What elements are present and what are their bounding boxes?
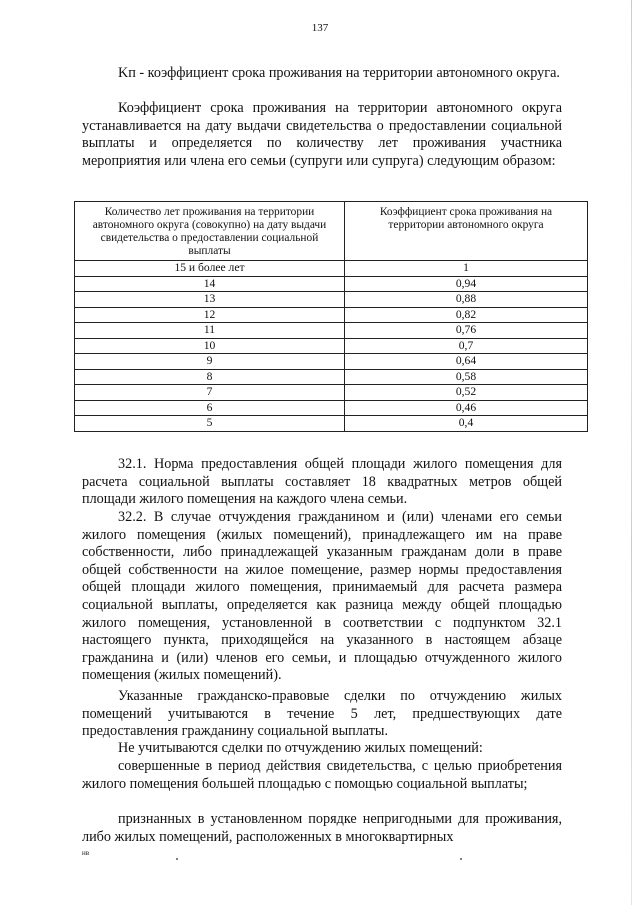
table-row xyxy=(75,385,588,401)
coefficient-definition: Kп - коэффициент срока проживания на территории автономного округа. xyxy=(118,65,560,81)
cell-coefficient: 0,4 xyxy=(345,416,588,432)
cell-coefficient: 0,46 xyxy=(345,400,588,416)
scan-speck xyxy=(460,858,462,860)
cell-coefficient: 0,58 xyxy=(345,369,588,385)
cell-coefficient: 1 xyxy=(345,261,588,277)
table-row xyxy=(75,416,588,432)
cell-coefficient: 0,88 xyxy=(345,292,588,308)
cell-coefficient: 0,64 xyxy=(345,354,588,370)
cell-coefficient: 0,94 xyxy=(345,276,588,292)
list-item-completed: совершенные в период действия свидетельства, с целью приобретения жилого помещения большей площадью с помощью социальной выплаты; xyxy=(82,758,562,792)
footer-mark: нв xyxy=(82,849,90,857)
table-row xyxy=(75,292,588,308)
table-row xyxy=(75,276,588,292)
cell-years: 12 xyxy=(75,307,345,323)
cell-coefficient: 0,52 xyxy=(345,385,588,401)
cell-years: 11 xyxy=(75,323,345,339)
table-row xyxy=(75,323,588,339)
table-row xyxy=(75,400,588,416)
cell-years: 5 xyxy=(75,416,345,432)
paragraph-not-counted: Не учитываются сделки по отчуждению жилых помещений: xyxy=(118,740,483,756)
table-row xyxy=(75,261,588,277)
table-row xyxy=(75,338,588,354)
header-coefficient: Коэффициент срока проживания на территории автономного округа xyxy=(345,202,588,261)
table-row xyxy=(75,369,588,385)
header-years: Количество лет проживания на территории автономного округа (совокупно) на дату выдачи свидетельства о предоставлении социальной выплаты xyxy=(75,202,345,261)
cell-coefficient: 0,76 xyxy=(345,323,588,339)
cell-coefficient: 0,7 xyxy=(345,338,588,354)
table-header-row xyxy=(75,202,588,261)
paragraph-32-2: 32.2. В случае отчуждения гражданином и (или) членами его семьи жилого помещения (жилых помещений), принадлежащего им на праве собственности, либо принадлежащей указанным гражданам доли в праве общей собственности на жилое помещение, размер нормы предоставления общей площади жилого помещения, принимаемый для расчета размера социальной выплаты, определяется как разница между общей площадью жилого помещения, установленной в соответствии с подпунктом 32.1 настоящего пункта, приходящейся на указанного в настоящем абзаце гражданина и (или) членов его семьи, и площадью отчужденного жилого помещения (жилых помещений). xyxy=(82,509,562,684)
coefficient-paragraph: Коэффициент срока проживания на территории автономного округа устанавливается на дату выдачи свидетельства о предоставлении социальной выплаты и определяется по количеству лет проживания участника мероприятия или члена его семьи (супруги или супруга) следующим образом: xyxy=(82,100,562,169)
page-number: 137 xyxy=(311,22,329,34)
cell-years: 9 xyxy=(75,354,345,370)
paragraph-deals: Указанные гражданско-правовые сделки по отчуждению жилых помещений учитываются в течение 5 лет, предшествующих дате предоставления гражданину социальной выплаты. xyxy=(82,688,562,740)
table-row xyxy=(75,354,588,370)
cell-years: 10 xyxy=(75,338,345,354)
cell-years: 8 xyxy=(75,369,345,385)
coefficient-table xyxy=(74,201,588,432)
paragraph-32-1: 32.1. Норма предоставления общей площади жилого помещения для расчета социальной выплаты составляет 18 квадратных метров общей площади жилого помещения на каждого члена семьи. xyxy=(82,456,562,508)
scan-edge-line xyxy=(631,0,632,905)
cell-years: 15 и более лет xyxy=(75,261,345,277)
table-row xyxy=(75,307,588,323)
cell-years: 7 xyxy=(75,385,345,401)
cell-coefficient: 0,82 xyxy=(345,307,588,323)
cell-years: 6 xyxy=(75,400,345,416)
scan-speck xyxy=(176,858,178,860)
cell-years: 13 xyxy=(75,292,345,308)
cell-years: 14 xyxy=(75,276,345,292)
list-item-recognized: признанных в установленном порядке непригодными для проживания, либо жилых помещений, расположенных в многоквартирных xyxy=(82,811,562,845)
